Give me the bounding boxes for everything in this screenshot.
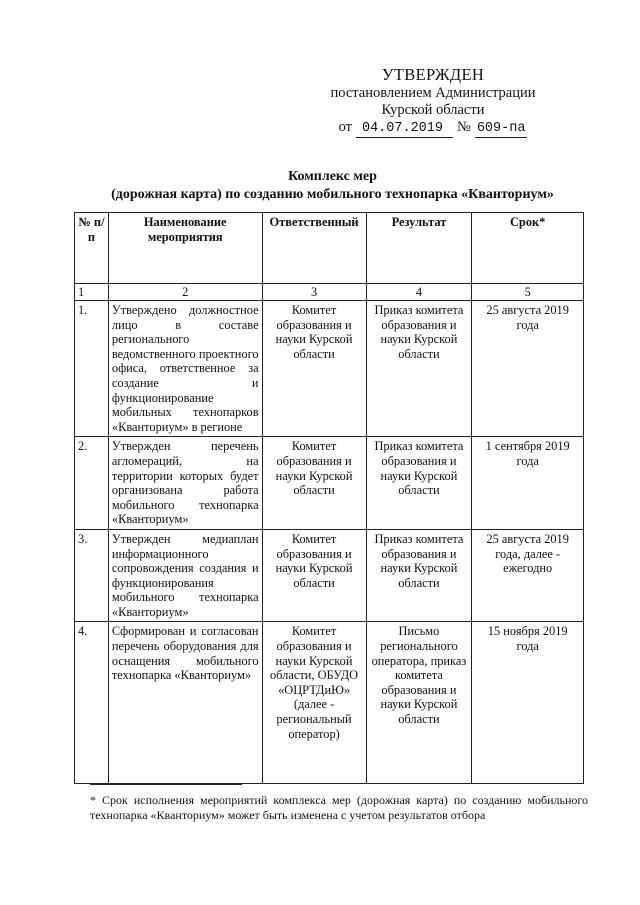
row-result: Приказ комитета образования и науки Курской области [366, 301, 472, 437]
approval-authority: постановлением Администрации [330, 85, 536, 101]
row-deadline: 15 ноября 2019 года [472, 622, 584, 784]
row-event: Сформирован и согласован перечень оборудования для оснащения мобильного технопарка «Кванториум» [108, 622, 262, 784]
row-event: Утвержден медиаплан информационного сопровождения создания и функционирования мобильного технопарка «Кванториум» [108, 529, 262, 622]
roadmap-table [74, 212, 584, 784]
row-num: 3. [75, 529, 109, 622]
row-responsible: Комитет образования и науки Курской области [262, 529, 366, 622]
row-num: 1. [75, 301, 109, 437]
approval-region: Курской области [381, 102, 485, 118]
footnote-divider [90, 784, 242, 785]
footnote: * Срок исполнения мероприятий комплекса мер (дорожная карта) по созданию мобильного технопарка «Кванториум» может быть изменена с учетом результатов отбора [90, 793, 588, 822]
column-number: 4 [366, 284, 472, 301]
table-row [75, 301, 584, 437]
column-number: 2 [108, 284, 262, 301]
header-result: Результат [366, 213, 472, 284]
title-line-2: (дорожная карта) по созданию мобильного технопарка «Кванториум» [111, 187, 554, 202]
document-title [60, 168, 605, 204]
row-num: 4. [75, 622, 109, 784]
row-result: Приказ комитета образования и науки Курской области [366, 529, 472, 622]
row-responsible: Комитет образования и науки Курской области [262, 437, 366, 530]
row-responsible: Комитет образования и науки Курской области, ОБУДО «ОЦРТДиЮ» (далее - региональный оператор) [262, 622, 366, 784]
row-result: Письмо регионального оператора, приказ комитета образования и науки Курской области [366, 622, 472, 784]
column-number: 1 [75, 284, 109, 301]
header-num: № п/п [75, 213, 109, 284]
number-prefix: № [456, 119, 471, 135]
row-event: Утвержден перечень агломераций, на территории которых будет организована работа мобильного технопарка «Кванториум» [108, 437, 262, 530]
column-number: 3 [262, 284, 366, 301]
table-row [75, 437, 584, 530]
row-result: Приказ комитета образования и науки Курской области [366, 437, 472, 530]
approval-number: 609-па [476, 121, 526, 136]
row-responsible: Комитет образования и науки Курской области [262, 301, 366, 437]
header-responsible: Ответственный [262, 213, 366, 284]
table-row [75, 622, 584, 784]
header-name: Наименование мероприятия [108, 213, 262, 284]
approval-date: 04.07.2019 [356, 120, 453, 138]
row-deadline: 25 августа 2019 года [472, 301, 584, 437]
column-number: 5 [472, 284, 584, 301]
approval-title: УТВЕРЖДЕН [381, 65, 485, 84]
approval-stamp [318, 66, 548, 138]
table-header-row [75, 213, 584, 284]
column-number-row [75, 284, 584, 301]
row-deadline: 1 сентября 2019 года [472, 437, 584, 530]
approval-date-number [318, 119, 548, 138]
date-prefix: от [338, 119, 352, 135]
row-deadline: 25 августа 2019 года, далее - ежегодно [472, 529, 584, 622]
header-deadline: Срок* [472, 213, 584, 284]
row-num: 2. [75, 437, 109, 530]
title-line-1: Комплекс мер [288, 169, 377, 184]
table-row [75, 529, 584, 622]
row-event: Утверждено должностное лицо в составе регионального ведомственного проектного офиса, ответственное за создание и функционирование мобильных технопарков «Кванториум» в регионе [108, 301, 262, 437]
